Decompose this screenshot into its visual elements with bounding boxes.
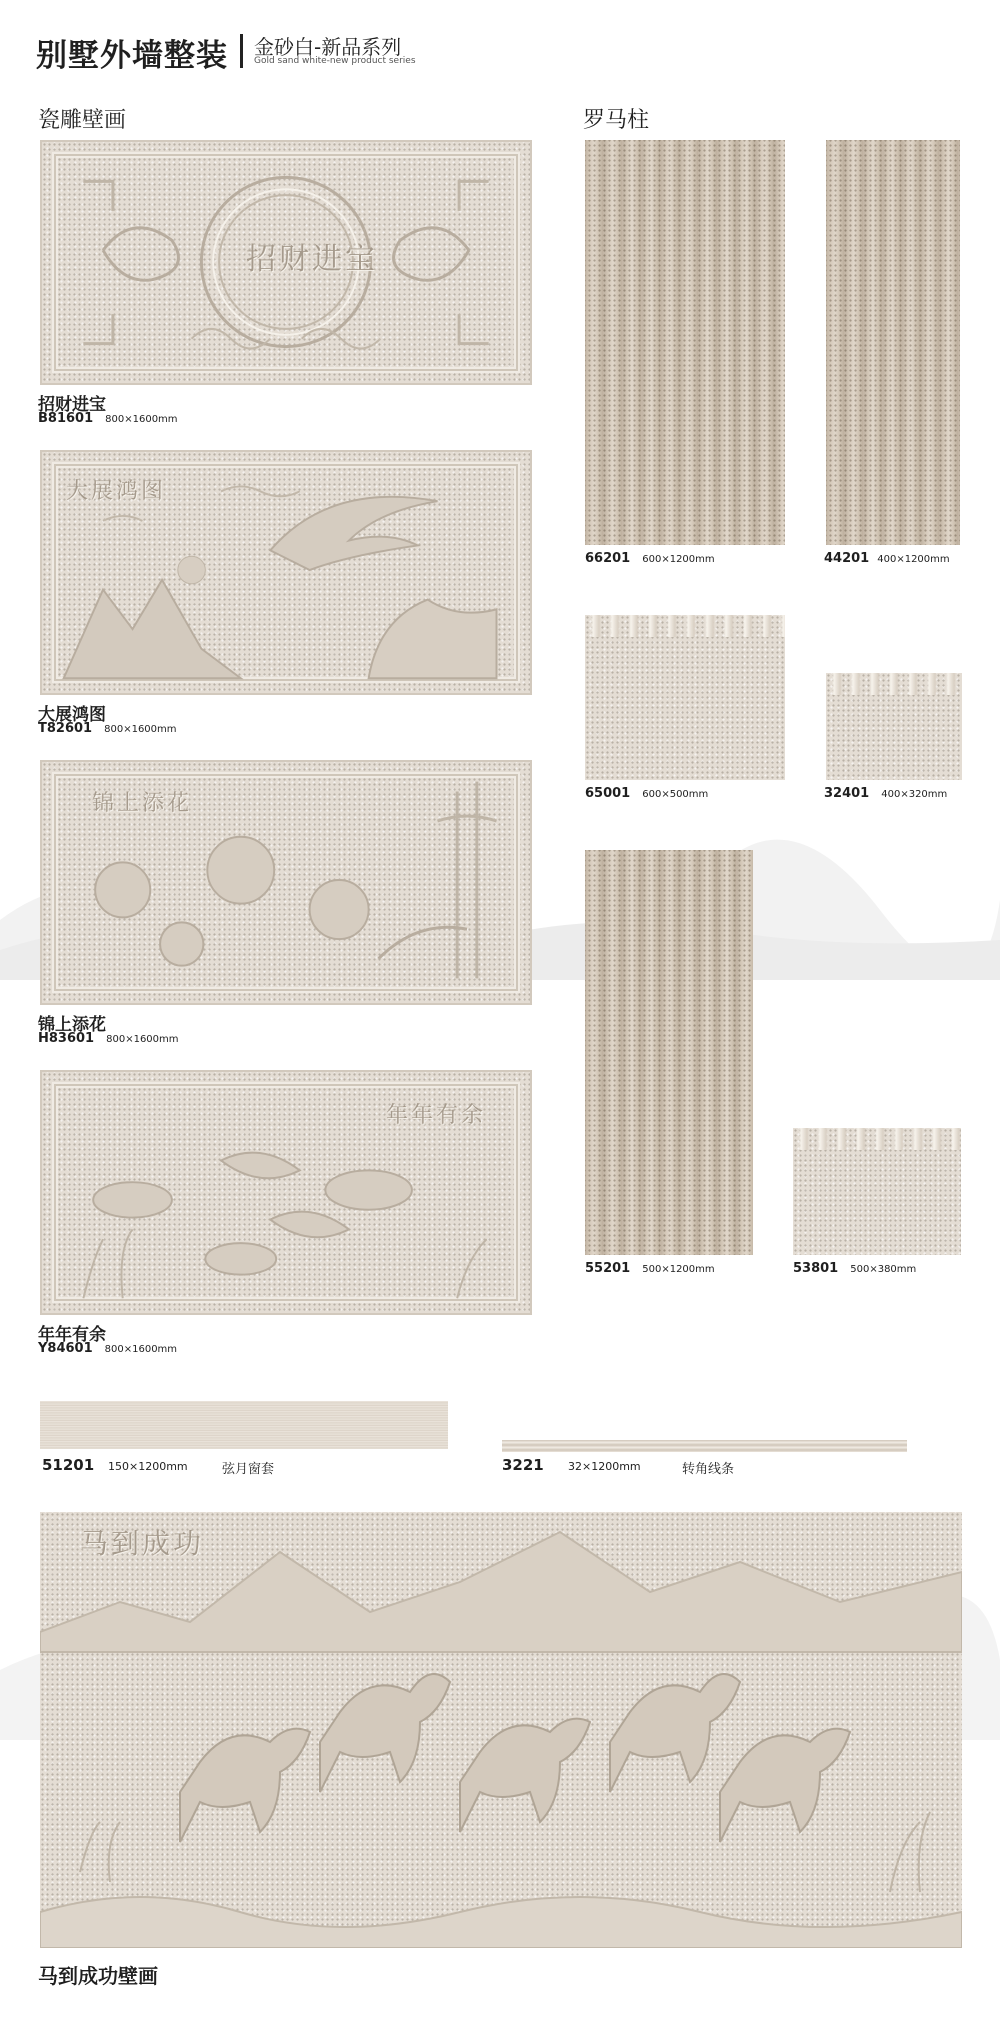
column-size: 600×1200mm — [642, 554, 715, 565]
mural-code: H83601 — [38, 1031, 95, 1046]
column-tile-32401 — [826, 673, 962, 780]
column-tile-66201 — [585, 140, 785, 545]
mural-size: 800×1600mm — [105, 414, 178, 425]
column-label — [824, 786, 947, 801]
series-title: 金砂白-新品系列 — [254, 35, 402, 59]
section-title-columns: 罗马柱 — [583, 108, 650, 133]
trim-name: 转角线条 — [682, 1462, 735, 1477]
mural-name: 锦上添花 — [38, 1015, 106, 1035]
horse-mural-art — [40, 1512, 962, 1948]
page-title: 别墅外墙整装 — [36, 38, 228, 74]
column-code: 66201 — [585, 551, 631, 566]
mural-calligraphy: 招财进宝 — [246, 242, 378, 277]
mural-tile-dazhan — [40, 450, 532, 695]
horse-mural-caption: 马到成功壁画 — [38, 1964, 158, 1988]
mural-size: 800×1600mm — [106, 1034, 179, 1045]
trim-code: 51201 — [42, 1456, 95, 1474]
mural-name: 年年有余 — [38, 1325, 106, 1345]
column-size: 600×500mm — [642, 789, 709, 800]
trim-name: 弦月窗套 — [222, 1462, 275, 1477]
trim-corner-line — [502, 1440, 907, 1452]
section-title-murals: 瓷雕壁画 — [38, 108, 127, 133]
column-label — [793, 1261, 916, 1276]
column-code: 32401 — [824, 786, 870, 801]
mural-code: T82601 — [38, 721, 93, 736]
column-tile-44201 — [826, 140, 960, 545]
trim-size: 150×1200mm — [108, 1460, 188, 1473]
title-divider — [240, 34, 243, 68]
column-size: 500×380mm — [850, 1264, 917, 1275]
column-size: 400×1200mm — [877, 554, 950, 565]
mural-calligraphy: 年年有余 — [386, 1103, 487, 1128]
mural-code: Y84601 — [38, 1341, 93, 1356]
mural-size: 800×1600mm — [104, 724, 177, 735]
horse-mural-tile — [40, 1512, 962, 1948]
column-code: 44201 — [824, 551, 870, 566]
trim-size: 32×1200mm — [568, 1460, 641, 1473]
mural-tile-zhaocai — [40, 140, 532, 385]
mural-calligraphy: 大展鸿图 — [66, 479, 167, 504]
column-code: 65001 — [585, 786, 631, 801]
column-size: 400×320mm — [881, 789, 948, 800]
column-label — [585, 1261, 715, 1276]
column-code: 53801 — [793, 1261, 839, 1276]
column-size: 500×1200mm — [642, 1264, 715, 1275]
column-tile-65001 — [585, 615, 785, 780]
mural-name: 招财进宝 — [38, 395, 106, 415]
mural-name: 大展鸿图 — [38, 705, 106, 725]
mural-code-line — [38, 721, 177, 736]
mural-tile-jinshang — [40, 760, 532, 1005]
mural-code-line — [38, 1341, 177, 1356]
trim-code: 3221 — [502, 1456, 544, 1474]
column-tile-55201 — [585, 850, 753, 1255]
column-tile-53801 — [793, 1128, 961, 1255]
mural-code: B81601 — [38, 411, 94, 426]
mural-code-line — [38, 1031, 179, 1046]
mural-calligraphy: 锦上添花 — [92, 791, 193, 816]
column-code: 55201 — [585, 1261, 631, 1276]
mural-code-line — [38, 411, 178, 426]
series-subtitle: Gold sand white-new product series — [254, 56, 416, 66]
mural-size: 800×1600mm — [104, 1344, 178, 1355]
mural-tile-niannian — [40, 1070, 532, 1315]
column-label — [824, 551, 950, 566]
column-label — [585, 786, 708, 801]
column-label — [585, 551, 715, 566]
horse-mural-calligraphy: 马到成功 — [80, 1527, 205, 1560]
trim-window-frame — [40, 1401, 448, 1449]
